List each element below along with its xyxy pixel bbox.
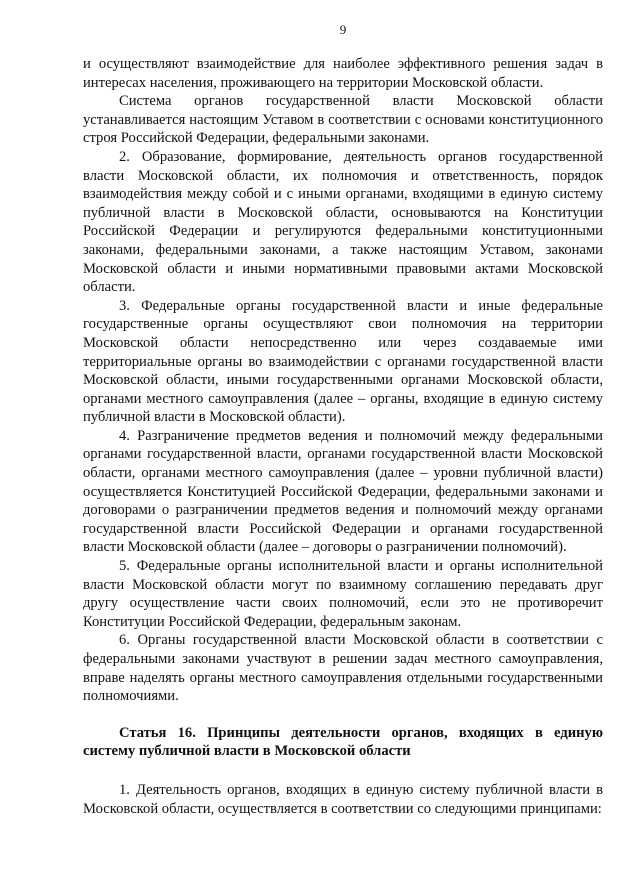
paragraph-item-3: 3. Федеральные органы государственной власти и иные федеральные государственные органы осуществляют свои полномочия на территории Московской области непосредственно или через создаваемые ими территориальные органы во взаимодействии с органами государственной власти Московской области, иными государственными органами Московской области, органами местного самоуправления (далее – органы, входящие в единую систему публичной власти в Московской области). <box>83 297 603 426</box>
paragraph-item-5: 5. Федеральные органы исполнительной власти и органы исполнительной власти Московской области могут по взаимному соглашению передавать друг другу осуществление части своих полномочий, если это не противоречит Конституции Российской Федерации, федеральным законам. <box>83 558 603 630</box>
paragraph-system-of-bodies: Система органов государственной власти Московской области устанавливается настоящим Уставом в соответствии с основами конституционного строя Российской Федерации, федеральными законами. <box>83 93 603 147</box>
paragraph-item-4: 4. Разграничение предметов ведения и полномочий между федеральными органами государственной власти, органами государственной власти Московской области, органами местного самоуправления (далее – уровни публичной власти) осуществляется Конституцией Российской Федерации, федеральными законами и договорами о разграничении предметов ведения и полномочий между органами государственной власти Российской Федерации и органами государственной власти Московской области (далее – договоры о разграничении полномочий). <box>83 427 603 556</box>
paragraph-continuation: и осуществляют взаимодействие для наиболее эффективного решения задач в интересах населения, проживающего на территории Московской области. <box>83 56 603 91</box>
paragraph-item-6: 6. Органы государственной власти Московской области в соответствии с федеральными законами участвуют в решении задач местного самоуправления, вправе наделять органы местного самоуправления отдельными государственными полномочиями. <box>83 632 603 705</box>
document-page <box>83 22 603 818</box>
article-paragraph-item-1: 1. Деятельность органов, входящих в единую систему публичной власти в Московской области, осуществляется в соответствии со следующими принципами: <box>83 781 603 817</box>
page-number: 9 <box>339 22 347 37</box>
paragraph-item-2: 2. Образование, формирование, деятельность органов государственной власти Московской области, их полномочия и ответственность, порядок взаимодействия между собой и с иными органами, входящими в единую систему публичной власти в Московской области, основываются на Конституции Российской Федерации и регулируются федеральными конституционными законами, федеральными законами, а также настоящим Уставом, законами Московской области и иными нормативными правовыми актами Московской области. <box>83 148 603 296</box>
article-heading: Статья 16. Принципы деятельности органов, входящих в единую систему публичной власти в Московской области <box>83 724 603 760</box>
